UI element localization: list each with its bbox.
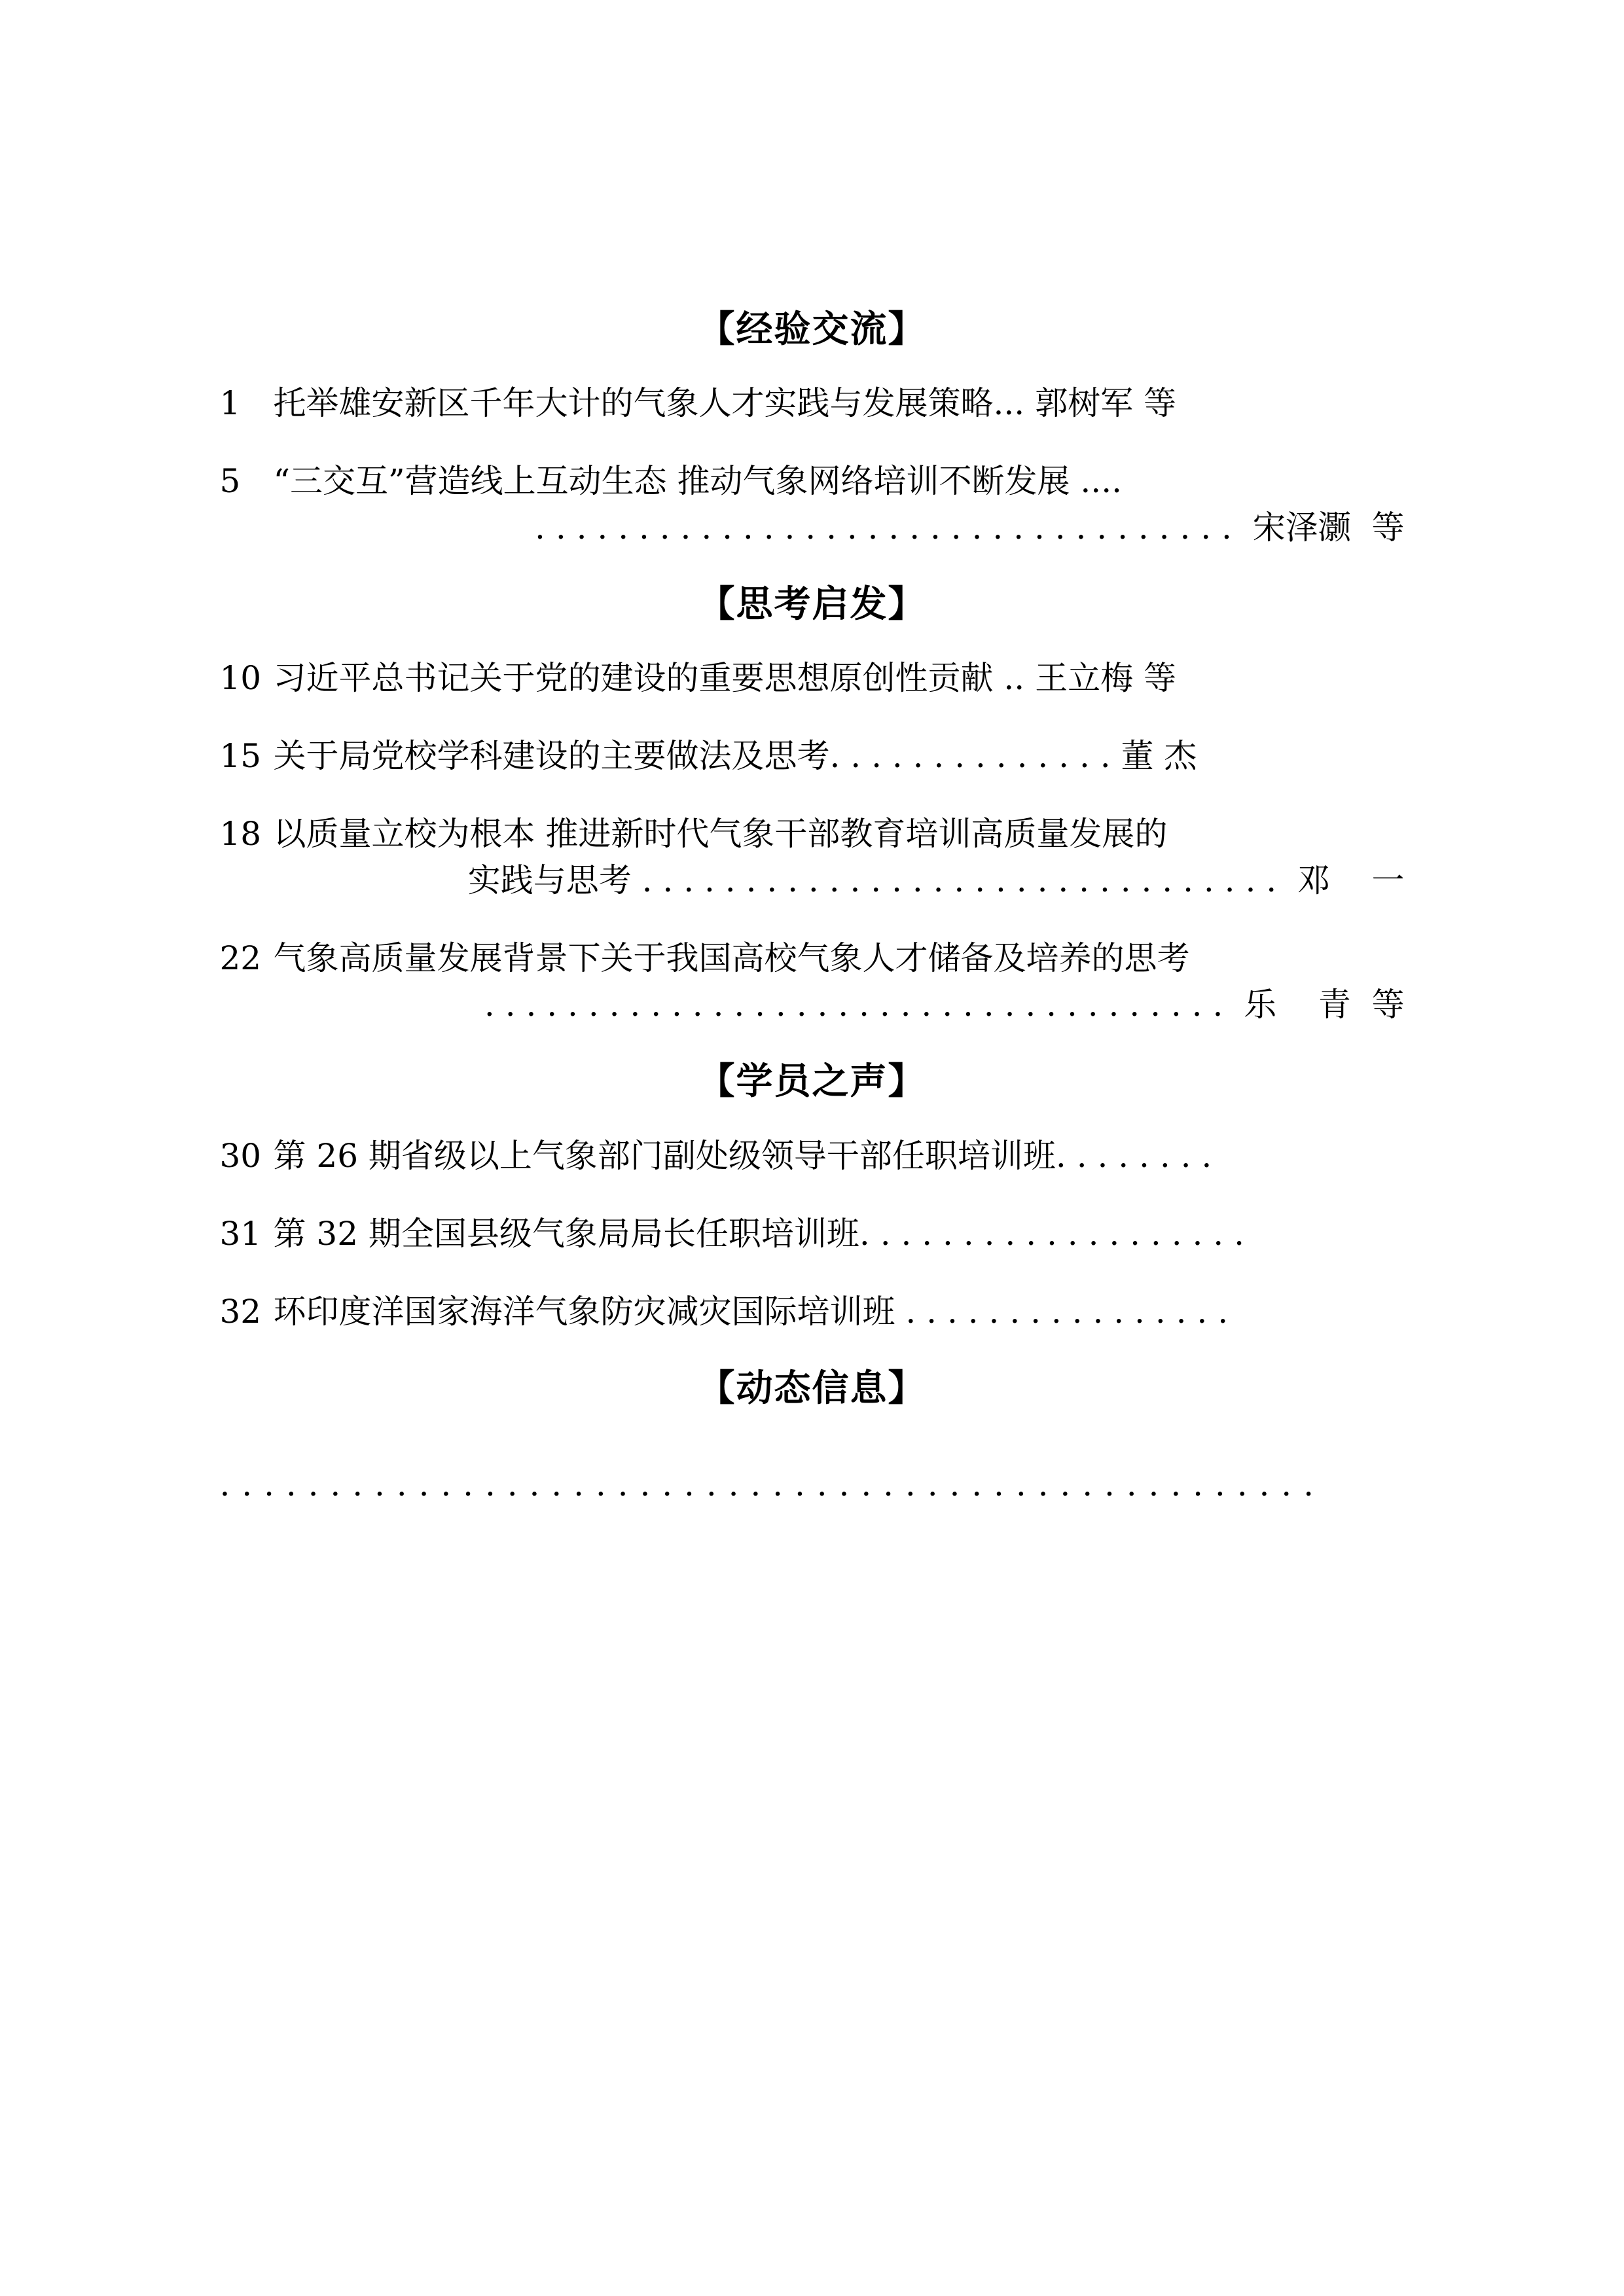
- toc-entry-body: [274, 811, 1405, 904]
- toc-entry-body: [274, 1289, 1405, 1335]
- section-heading-reflection-inspiration: 【思考启发】: [698, 583, 926, 626]
- toc-page-number: 31: [219, 1214, 262, 1253]
- toc-entry-title: 气象高质量发展背景下关于我国高校气象人才储备及培养的思考: [273, 939, 1190, 978]
- toc-entry-author-line: . . . . . . . . . . . . . . . . . . . . . . . . . . . . . . . . . . 宋泽灏 等: [535, 509, 1405, 547]
- toc-page-number: 15: [219, 737, 262, 776]
- toc-page-number: 30: [219, 1136, 262, 1175]
- toc-entry-body: [274, 733, 1405, 780]
- toc-entry[interactable]: [220, 458, 1405, 551]
- toc-entry[interactable]: [220, 733, 1405, 780]
- toc-entry[interactable]: [220, 935, 1405, 1028]
- toc-entry-body: [274, 935, 1405, 1028]
- toc-entry[interactable]: [220, 811, 1405, 904]
- toc-page-number: 5: [219, 462, 241, 501]
- toc-entry-body: [274, 1133, 1405, 1179]
- toc-trailing-dots: . . . . . . . . . . . . . . . . . . . . . . . . . . . . . . . . . . . . . . . . . . . . . . . . . .: [219, 1465, 1314, 1503]
- toc-page-number: 18: [219, 815, 262, 853]
- toc-page-number: 10: [219, 659, 262, 698]
- toc-page-number: 22: [219, 939, 262, 978]
- table-of-contents: [220, 308, 1405, 1503]
- toc-entry-title: 以质量立校为根本 推进新时代气象干部教育培训高质量发展的: [273, 815, 1168, 853]
- section-heading-experience-exchange: 【经验交流】: [698, 308, 926, 351]
- toc-entry-title: 习近平总书记关于党的建设的重要思想原创性贡献 .. 王立梅 等: [273, 659, 1176, 698]
- toc-entry-title: 第 26 期省级以上气象部门副处级领导干部任职培训班. . . . . . . .: [273, 1136, 1212, 1175]
- toc-entry[interactable]: [220, 380, 1405, 427]
- toc-entry[interactable]: [220, 1133, 1405, 1179]
- toc-entry-body: [274, 458, 1405, 551]
- section-heading-student-voices: 【学员之声】: [698, 1060, 926, 1103]
- toc-entry-title: 关于局党校学科建设的主要做法及思考. . . . . . . . . . . . . . 董 杰: [273, 737, 1197, 776]
- toc-entry[interactable]: [220, 1211, 1405, 1257]
- toc-entry[interactable]: [220, 1289, 1405, 1335]
- toc-entry-body: [274, 655, 1405, 702]
- toc-page-number: 1: [219, 384, 241, 423]
- toc-entry-body: [274, 1211, 1405, 1257]
- section-heading-news-updates: 【动态信息】: [698, 1366, 926, 1410]
- toc-entry-title: 托举雄安新区千年大计的气象人才实践与发展策略... 郭树军 等: [273, 384, 1176, 423]
- toc-entry[interactable]: [220, 655, 1405, 702]
- toc-entry-title: 环印度洋国家海洋气象防灾减灾国际培训班 . . . . . . . . . . . . . . . .: [273, 1292, 1229, 1331]
- toc-entry-body: [274, 380, 1405, 427]
- toc-entry-title: 第 32 期全国县级气象局局长任职培训班. . . . . . . . . . . . . . . . . . .: [273, 1214, 1244, 1253]
- toc-entry-title: “三交互”营造线上互动生态 推动气象网络培训不断发展 ....: [273, 462, 1122, 501]
- toc-entry-author-line: . . . . . . . . . . . . . . . . . . . . . . . . . . . . . . . . . . . . 乐 青 等: [484, 986, 1405, 1024]
- toc-page-number: 32: [219, 1292, 262, 1331]
- toc-entry-author-line: 实践与思考 . . . . . . . . . . . . . . . . . . . . . . . . . . . . . . . 邓 一: [467, 861, 1405, 900]
